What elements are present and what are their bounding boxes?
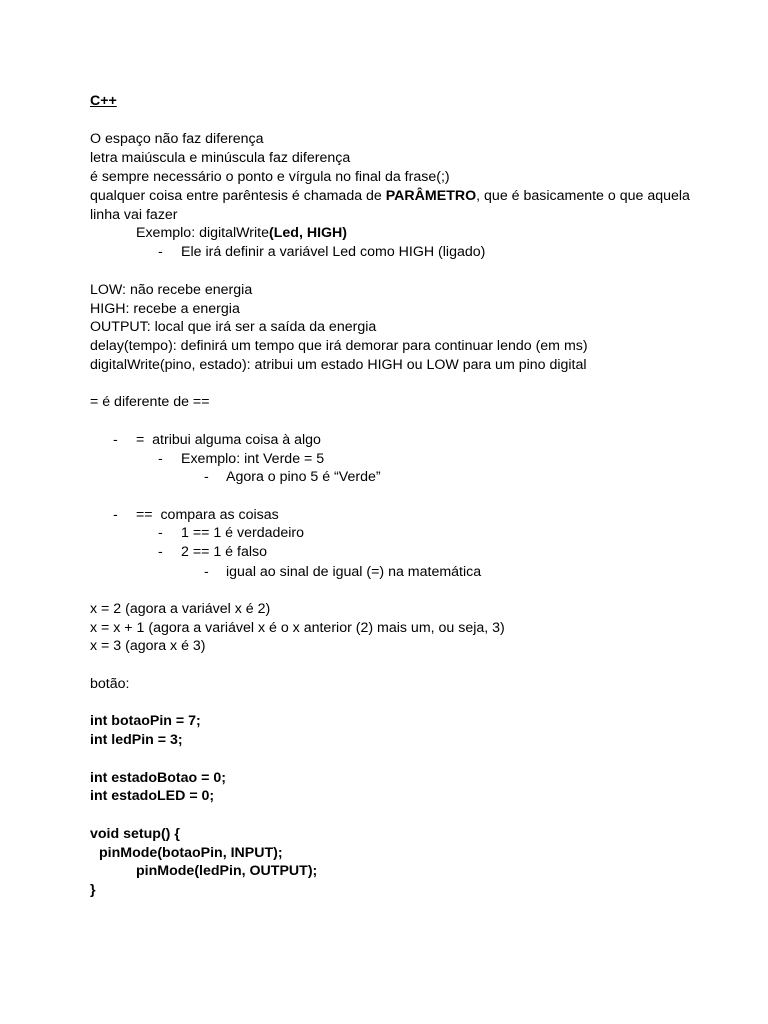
- parameter-term: PARÂMETRO: [385, 188, 477, 204]
- assign-result: Agora o pino 5 é “Verde”: [226, 469, 381, 485]
- bullet-dash: -: [158, 244, 163, 260]
- equals-heading: = é diferente de ==: [90, 394, 210, 410]
- intro-line: letra maiúscula e minúscula faz diferença: [90, 150, 351, 166]
- example-line: [136, 224, 347, 242]
- code-line: void setup() {: [90, 826, 180, 842]
- code-line: int botaoPin = 7;: [90, 713, 201, 729]
- button-heading: botão:: [90, 676, 130, 692]
- example-params: (Led, HIGH): [269, 225, 348, 241]
- bullet-dash: -: [158, 451, 163, 467]
- intro-line: linha vai fazer: [90, 207, 178, 223]
- bullet-dash: -: [158, 544, 163, 560]
- bullet-dash: -: [113, 432, 118, 448]
- code-line: int estadoBotao = 0;: [90, 770, 226, 786]
- intro-text: , que é basicamente o que aquela: [476, 188, 690, 204]
- code-line: pinMode(botaoPin, INPUT);: [99, 845, 283, 861]
- variable-line: x = 3 (agora x é 3): [90, 638, 206, 654]
- compare-note: igual ao sinal de igual (=) na matemática: [226, 564, 482, 580]
- intro-text: qualquer coisa entre parêntesis é chamada de: [90, 188, 386, 204]
- compare-true: 1 == 1 é verdadeiro: [181, 525, 305, 541]
- intro-line: é sempre necessário o ponto e vírgula no final da frase(;): [90, 169, 450, 185]
- code-line: int ledPin = 3;: [90, 732, 183, 748]
- definition-high: HIGH: recebe a energia: [90, 301, 240, 317]
- definition-low: LOW: não recebe energia: [90, 282, 253, 298]
- assign-example: Exemplo: int Verde = 5: [181, 451, 325, 467]
- bullet-dash: -: [158, 525, 163, 541]
- compare-false: 2 == 1 é falso: [181, 544, 267, 560]
- bullet-dash: -: [113, 507, 118, 523]
- intro-parameter-line: [90, 187, 690, 205]
- example-text: Exemplo: digitalWrite: [136, 225, 269, 241]
- definition-digitalwrite: digitalWrite(pino, estado): atribui um estado HIGH ou LOW para um pino digital: [90, 357, 587, 373]
- definition-delay: delay(tempo): definirá um tempo que irá demorar para continuar lendo (em ms): [90, 338, 588, 354]
- bullet-dash: -: [204, 469, 209, 485]
- variable-line: x = x + 1 (agora a variável x é o x anterior (2) mais um, ou seja, 3): [90, 620, 505, 636]
- code-line: int estadoLED = 0;: [90, 788, 215, 804]
- bullet-dash: -: [204, 564, 209, 580]
- variable-line: x = 2 (agora a variável x é 2): [90, 601, 271, 617]
- intro-line: O espaço não faz diferença: [90, 131, 264, 147]
- assign-item: = atribui alguma coisa à algo: [136, 432, 321, 448]
- compare-item: == compara as coisas: [136, 507, 279, 523]
- code-line: }: [90, 882, 96, 898]
- page-title: C++: [90, 93, 117, 109]
- example-note: Ele irá definir a variável Led como HIGH (ligado): [181, 244, 486, 260]
- code-line: pinMode(ledPin, OUTPUT);: [136, 863, 318, 879]
- definition-output: OUTPUT: local que irá ser a saída da energia: [90, 319, 377, 335]
